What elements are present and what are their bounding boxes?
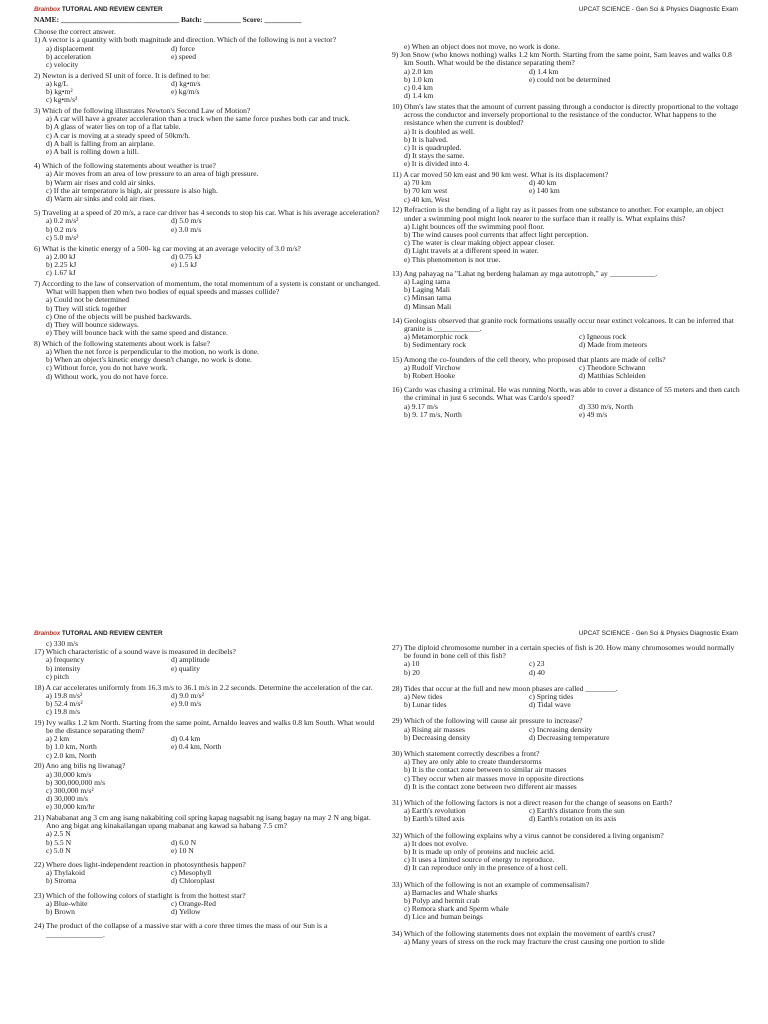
option[interactable]: b) They will stick together <box>46 303 127 313</box>
option[interactable]: d) amplitude <box>171 655 210 665</box>
option[interactable]: d) 330 m/s, North <box>579 401 633 411</box>
option[interactable]: e) 0.4 km, North <box>171 742 222 752</box>
option[interactable]: b) It is halved. <box>404 134 448 144</box>
score-field[interactable]: __________ <box>264 15 302 24</box>
question-13: 13) Ang pahayag na "Lahat ng berdeng halaman ay mga autotroph," ay ____________. a) Laging tama b) Laging Mali c) Minsan tama d) Minsan Mali <box>392 270 740 311</box>
exam-page-2 <box>0 514 768 1024</box>
option[interactable]: c) 0.4 km <box>404 83 433 93</box>
option[interactable]: d) Without work, you do not have force. <box>46 371 169 381</box>
question-19: 19) Ivy walks 1.2 km North. Starting from the same point, Arnaldo leaves and walks 0.8 km South. What would be the distance separating them? a) 2 km d) 0.4 km b) 1.0 km, North e) 0.4 km, North c) 2.0 km, North <box>34 719 382 760</box>
question-1: 1) A vector is a quantity with both magnitude and direction. Which of the following is not a vector? a) displacement d) force b) acceleration e) speed c) velocity <box>34 36 382 69</box>
option[interactable]: d) 9.0 m/s² <box>171 690 204 700</box>
option[interactable]: b) It is the contact zone between to similar air masses <box>404 765 567 775</box>
question-30: 30) Which statement correctly describes a front? a) They are only able to create thunderstorms b) It is the contact zone between to similar air masses c) They occur when air masses move in opposite directions d) It is the contact zone between two different air masses <box>392 750 740 791</box>
option[interactable]: c) It is quadrupled. <box>404 142 462 152</box>
option[interactable]: a) 19.8 m/s² <box>46 690 83 700</box>
option[interactable]: d) Lice and human beings <box>404 912 483 922</box>
option[interactable]: a) Blue-white <box>46 898 88 908</box>
option[interactable]: c) Earth's distance from the sun <box>529 806 625 816</box>
option[interactable]: d) 1.4 km <box>404 91 434 101</box>
option[interactable]: d) A ball is falling from an airplane. <box>46 138 155 148</box>
option[interactable]: c) Mesophyll <box>171 868 212 878</box>
option[interactable]: e) 1.5 kJ <box>171 259 197 269</box>
option[interactable]: a) A car will have a greater acceleration than a truck when the same force pushes both car and truck. <box>46 114 351 124</box>
question-7: 7) According to the law of conservation of momentum, the total momentum of a system is constant or unchanged. What will happen then when two bodies of equal speeds and masses collide? a) Could not be determined b) They will stick together c) One of the objects will be pushed backwards. d) They will bounce sideways. e) They will bounce back with the same speed and distance. <box>34 280 382 337</box>
question-27: 27) The diploid chromosome number in a certain species of fish is 20. How many chromosomes would normally be found in bone cell of this fish? a) 10 c) 23 b) 20 d) 40 <box>392 644 740 677</box>
option[interactable]: b) Sedimentary rock <box>404 340 466 350</box>
option[interactable]: c) 40 km, West <box>404 194 450 204</box>
question-33: 33) Which of the following is not an example of commensalism? a) Barnacles and Whale sharks b) Polyp and hermit crab c) Remora shark and Sperm whale d) Lice and human beings <box>392 881 740 922</box>
question-32: 32) Which of the following explains why a virus cannot be considered a living organism? a) It does not evolve. b) It is made up only of proteins and nucleic acid. c) It uses a limited source of energy to reproduce. d) It can reproduce only in the presence of a host cell. <box>392 832 740 873</box>
question-6: 6) What is the kinetic energy of a 500- kg car moving at an average velocity of 3.0 m/s? a) 2.00 kJ d) 0.75 kJ b) 2.25 kJ e) 1.5 kJ c) 1.67 kJ <box>34 245 382 278</box>
option[interactable]: c) 2.0 km, North <box>46 750 97 760</box>
option[interactable]: a) Rising air masses <box>404 724 465 734</box>
option[interactable]: a) It does not evolve. <box>404 838 468 848</box>
question-21: 21) Nababanat ang 3 cm ang isang nakabiting coil spring kapag nagsabit ng isang bagay na may 2 N ang bigat. Ano ang bigat ang kinakailangan upang mabanat ang kawad sa habang 7.5 cm? a) 2.5 N b) 5.5 N d) 6.0 N c) 5.0 N e) 10 N <box>34 814 382 855</box>
option[interactable]: d) 40 km <box>529 178 557 188</box>
batch-field[interactable]: __________ <box>203 15 241 24</box>
question-20: 20) Ano ang bilis ng liwanag? a) 30,000 km/s b) 300,000,000 m/s c) 300,000 m/s² d) 30,000 m/s e) 30,000 km/hr <box>34 762 382 811</box>
option[interactable]: e) When an object does not move, no work is done. <box>404 42 560 51</box>
option[interactable]: d) Tidal wave <box>529 700 571 710</box>
option[interactable]: c) Increasing density <box>529 724 593 734</box>
right-column <box>392 43 740 422</box>
question-11: 11) A car moved 50 km east and 90 km west. What is its displacement? a) 70 km d) 40 km b) 70 km west e) 140 km c) 40 km, West <box>392 171 740 204</box>
option[interactable]: d) Made from meteors <box>579 340 648 350</box>
option[interactable]: c) Without force, you do not have work. <box>46 363 168 373</box>
brand-logo: Brainbox <box>34 6 61 13</box>
option[interactable]: c) They occur when air masses move in opposite directions <box>404 773 584 783</box>
left-column <box>34 16 382 383</box>
question-3: 3) Which of the following illustrates Newton's Second Law of Motion? a) A car will have a greater acceleration than a truck when the same force pushes both car and truck. b) A glass of water lies on top of a flat table. c) A car is moving at a steady speed of 50km/h. d) A ball is falling from an airplane. e) A ball is rolling down a hill. <box>34 107 382 156</box>
option[interactable]: b) Lunar tides <box>404 700 447 710</box>
option[interactable]: d) Warm air sinks and cold air rises. <box>46 194 156 204</box>
option[interactable]: c) If the air temperature is high, air pressure is also high. <box>46 185 218 195</box>
option[interactable]: b) Stroma <box>46 876 77 886</box>
option[interactable]: d) It stays the same. <box>404 151 465 161</box>
option[interactable]: b) Robert Hooke <box>404 371 456 381</box>
question-15: 15) Among the co-founders of the cell theory, who proposed that plants are made of cells? a) Rudolf Virchow c) Theodore Schwann b) Robert Hooke d) Matthias Schleiden <box>392 356 740 381</box>
center-title: TUTORAL AND REVIEW CENTER <box>61 630 163 637</box>
option[interactable]: b) 2.25 kJ <box>46 259 77 269</box>
option[interactable]: d) Earth's rotation on its axis <box>529 814 617 824</box>
option[interactable]: b) 52.4 m/s² <box>46 698 83 708</box>
option[interactable]: e) quality <box>171 663 200 673</box>
option[interactable]: a) When the net force is perpendicular to the motion, no work is done. <box>46 347 260 357</box>
option[interactable]: d) It is the contact zone between two different air masses <box>404 781 577 791</box>
option[interactable]: a) Could not be determined <box>46 295 130 305</box>
option[interactable]: c) Minsan tama <box>404 293 452 303</box>
center-title: TUTORAL AND REVIEW CENTER <box>61 6 163 13</box>
question-23: 23) Which of the following colors of starlight is from the hottest star? a) Blue-white c) Orange-Red b) Brown d) Yellow <box>34 892 382 917</box>
option[interactable]: e) 3.0 m/s <box>171 224 202 234</box>
option[interactable]: a) They are only able to create thunderstorms <box>404 757 542 767</box>
option[interactable]: c) 300,000 m/s² <box>46 785 94 795</box>
option[interactable]: d) 0.4 km <box>171 734 201 744</box>
option[interactable]: c) 330 m/s <box>46 639 79 648</box>
option[interactable]: d) 6.0 N <box>171 837 197 847</box>
option[interactable]: c) A car is moving at a steady speed of 50km/h. <box>46 130 191 140</box>
option[interactable]: c) Spring tides <box>529 692 574 702</box>
option[interactable]: e) could not be determined <box>529 74 611 84</box>
option[interactable]: b) intensity <box>46 663 81 673</box>
option[interactable]: a) kg/L <box>46 78 69 88</box>
question-28: 28) Tides that occur at the full and new moon phases are called ________. a) New tides c) Spring tides b) Lunar tides d) Tidal wave <box>392 685 740 710</box>
option[interactable]: d) Matthias Schleiden <box>579 371 646 381</box>
left-column-2 <box>34 640 382 941</box>
question-24: 24) The product of the collapse of a massive star with a core three times the mass of our Sun is a _______________. <box>34 921 328 939</box>
option[interactable]: b) Polyp and hermit crab <box>404 896 480 906</box>
option[interactable]: b) Decreasing density <box>404 732 471 742</box>
option[interactable]: c) 23 <box>529 659 545 669</box>
option[interactable]: b) When an object's kinetic energy doesn't change, no work is done. <box>46 355 252 365</box>
option[interactable]: c) Remora shark and Sperm whale <box>404 904 509 914</box>
option[interactable]: a) frequency <box>46 655 85 665</box>
exam-title: UPCAT SCIENCE - Gen Sci & Physics Diagnostic Exam <box>578 630 738 637</box>
option[interactable]: d) Chloroplast <box>171 876 215 886</box>
option[interactable]: b) 9. 17 m/s, North <box>404 409 462 419</box>
option[interactable]: d) 30,000 m/s <box>46 794 88 804</box>
option[interactable]: a) It is doubled as well. <box>404 126 475 136</box>
option[interactable]: b) 1.0 km, North <box>46 742 97 752</box>
option[interactable]: c) 1.67 kJ <box>46 268 76 278</box>
page-header-2 <box>34 630 738 640</box>
option[interactable]: a) New tides <box>404 692 443 702</box>
option[interactable]: e) 10 N <box>171 845 194 855</box>
question-8: 8) Which of the following statements about work is false? a) When the net force is perpendicular to the motion, no work is done. b) When an object's kinetic energy doesn't change, no work is done. c) Without force, you do not have work. d) Without work, you do not have force. <box>34 340 382 381</box>
name-field[interactable]: ________________________________ <box>60 15 180 24</box>
question-31: 31) Which of the following factors is not a direct reason for the change of seasons on Earth? a) Earth's revolution c) Earth's distance from the sun b) Earth's tilted axis d) Earth's rotation on its axis <box>392 799 740 824</box>
option[interactable]: c) velocity <box>46 60 79 70</box>
option[interactable]: c) It uses a limited source of energy to reproduce. <box>404 855 555 865</box>
option[interactable]: a) Light bounces off the swimming pool floor. <box>404 221 545 231</box>
question-5: 5) Traveling at a speed of 20 m/s, a race car driver has 4 seconds to stop his car. What is his average acceleration? a) 0.2 m/s² d) 5.0 m/s b) 0.2 m/s e) 3.0 m/s c) 5.0 m/s² <box>34 209 382 242</box>
option[interactable]: c) 19.8 m/s <box>46 707 80 717</box>
option[interactable]: b) 70 km west <box>404 186 448 196</box>
option[interactable]: a) Barnacles and Whale sharks <box>404 887 498 897</box>
question-4: 4) Which of the following statements about weather is true? a) Air moves from an area of low pressure to an area of high pressure. b) Warm air rises and cold air sinks. c) If the air temperature is high, air pressure is also high. d) Warm air sinks and cold air rises. <box>34 162 382 203</box>
question-17: 17) Which characteristic of a sound wave is measured in decibels? a) frequency d) amplitude b) intensity e) quality c) pitch <box>34 648 382 681</box>
question-12: 12) Refraction is the bending of a light ray as it passes from one substance to another. For example, an object under a swimming pool might look nearer to the surface than it really is. What explains this? a) Light bounces off the swimming pool floor. b) The wind causes pool currents that affect light perception. c) The water is clear making object appear closer. d) Light travels at a different speed in water. e) This phenomenon is not true. <box>392 206 740 263</box>
option[interactable]: c) kg•m/s² <box>46 95 78 105</box>
option[interactable]: b) A glass of water lies on top of a flat table. <box>46 122 181 132</box>
option[interactable]: d) 40 <box>529 667 545 677</box>
option[interactable]: b) 300,000,000 m/s <box>46 777 106 787</box>
option[interactable]: b) 1.0 km <box>404 74 434 84</box>
option[interactable]: d) 1.4 km <box>529 66 559 76</box>
option[interactable]: d) Decreasing temperature <box>529 732 610 742</box>
option[interactable]: a) Laging tama <box>404 276 450 286</box>
option[interactable]: a) 70 km <box>404 178 431 188</box>
question-18: 18) A car accelerates uniformly from 16.3 m/s to 36.1 m/s in 2.2 seconds. Determine the acceleration of the car. a) 19.8 m/s² d) 9.0 m/s² b) 52.4 m/s² e) 9.0 m/s c) 19.8 m/s <box>34 684 382 717</box>
option[interactable]: e) It is divided into 4. <box>404 159 470 169</box>
student-info: NAME: ________________________________ Batch: __________ Score: __________ <box>34 15 302 24</box>
option[interactable]: d) It can reproduce only in the presence of a host cell. <box>404 863 568 873</box>
option[interactable]: d) Light travels at a different speed in water. <box>404 246 539 256</box>
option[interactable]: b) 0.2 m/s <box>46 224 77 234</box>
option[interactable]: b) The wind causes pool currents that affect light perception. <box>404 229 589 239</box>
option[interactable]: b) Warm air rises and cold air sinks. <box>46 177 156 187</box>
option[interactable]: e) They will bounce back with the same speed and distance. <box>46 328 228 338</box>
question-10: 10) Ohm's law states that the amount of current passing through a conductor is directly proportional to the voltage across the conductor and inversely proportional to the resistance of the conductor. What happens to the resistance when the current is doubled? a) It is doubled as well. b) It is halved. c) It is quadrupled. d) It stays the same. e) It is divided into 4. <box>392 101 739 169</box>
exam-page-1 <box>0 0 768 510</box>
question-16: 16) Cardo was chasing a criminal. He was running North, was able to cover a distance of 55 meters and then catch the criminal in just 6 seconds. What was Cardo's speed? a) 9.17 m/s d) 330 m/s, North b) 9. 17 m/s, North e) 49 m/s <box>392 385 740 419</box>
option[interactable]: d) 5.0 m/s <box>171 216 202 226</box>
option[interactable]: d) Minsan Mali <box>404 301 452 311</box>
option[interactable]: a) 9.17 m/s <box>404 401 438 411</box>
option[interactable]: b) Laging Mali <box>404 285 450 295</box>
option[interactable]: e) speed <box>171 51 197 61</box>
option[interactable]: a) 0.2 m/s² <box>46 216 79 226</box>
option[interactable]: a) Thylakoid <box>46 868 85 878</box>
option[interactable]: c) Theodore Schwann <box>579 362 646 372</box>
brand-logo: Brainbox <box>34 630 61 637</box>
option[interactable]: a) 2.00 kJ <box>46 251 76 261</box>
question-34: 34) Which of the following statements does not explain the movement of earth's crust? a) Many years of stress on the rock may fracture the crust causing one portion to slide <box>392 930 740 946</box>
option[interactable]: d) force <box>171 43 195 53</box>
option[interactable]: b) kg•m² <box>46 87 73 97</box>
option[interactable]: b) Earth's tilted axis <box>404 814 465 824</box>
question-22: 22) Where does light-independent reaction in photosynthesis happen? a) Thylakoid c) Mesophyll b) Stroma d) Chloroplast <box>34 861 382 886</box>
option[interactable]: c) Igneous rock <box>579 332 627 342</box>
option[interactable]: b) 20 <box>404 667 420 677</box>
option[interactable]: b) 5.5 N <box>46 837 72 847</box>
option[interactable]: e) 30,000 km/hr <box>46 802 95 812</box>
exam-title: UPCAT SCIENCE - Gen Sci & Physics Diagnostic Exam <box>578 6 738 13</box>
option[interactable]: a) 2.5 N <box>46 829 71 839</box>
option[interactable]: e) kg/m/s <box>171 87 200 97</box>
right-column-2 <box>392 644 740 949</box>
option[interactable]: e) 49 m/s <box>579 409 608 419</box>
option[interactable]: d) 0.75 kJ <box>171 251 202 261</box>
option[interactable]: c) pitch <box>46 671 69 681</box>
option[interactable]: a) Metamorphic rock <box>404 332 469 342</box>
option[interactable]: a) displacement <box>46 43 94 53</box>
question-29: 29) Which of the following will cause air pressure to increase? a) Rising air masses c) Increasing density b) Decreasing density d) Decreasing temperature <box>392 717 740 742</box>
option[interactable]: a) 10 <box>404 659 420 669</box>
option[interactable]: e) 140 km <box>529 186 560 196</box>
question-9: 9) Jon Snow (who knows nothing) walks 1.2 km North. Starting from the same point, Sam leaves and walks 0.8 km South. What would be the distance separating them? a) 2.0 km d) 1.4 km b) 1.0 km e) could not be determined c) 0.4 km d) 1.4 km <box>392 51 740 100</box>
option[interactable]: d) Yellow <box>171 907 201 917</box>
option[interactable]: d) They will bounce sideways. <box>46 319 139 329</box>
option[interactable]: e) A ball is rolling down a hill. <box>46 147 139 157</box>
option[interactable]: a) Air moves from an area of low pressure to an area of high pressure. <box>46 169 259 179</box>
option[interactable]: e) 9.0 m/s <box>171 698 202 708</box>
option[interactable]: c) One of the objects will be pushed backwards. <box>46 311 192 321</box>
option[interactable]: a) Earth's revolution <box>404 806 466 816</box>
option[interactable]: b) Brown <box>46 907 75 917</box>
option[interactable]: c) 5.0 m/s² <box>46 232 79 242</box>
question-2: 2) Newton is a derived SI unit of force. It is defined to be: a) kg/L d) kg•m/s b) kg•m² e) kg/m/s c) kg•m/s² <box>34 72 382 105</box>
question-14: 14) Geologists observed that granite rock formations usually occur near extinct volcanoes. It can be inferred that granite is ____________. a) Metamorphic rock c) Igneous rock b) Sedimentary rock d) Made from meteors <box>392 317 740 350</box>
option[interactable]: c) The water is clear making object appear closer. <box>404 238 555 248</box>
option[interactable]: a) 2 km <box>46 734 70 744</box>
option[interactable]: a) 30,000 km/s <box>46 769 92 779</box>
instruction: Choose the correct answer. <box>34 27 116 37</box>
option[interactable]: b) acceleration <box>46 51 91 61</box>
option[interactable]: a) Many years of stress on the rock may fracture the crust causing one portion to slide <box>404 936 665 946</box>
option[interactable]: c) 5.0 N <box>46 845 71 855</box>
option[interactable]: b) It is made up only of proteins and nucleic acid. <box>404 847 555 857</box>
option[interactable]: a) Rudolf Virchow <box>404 362 461 372</box>
option[interactable]: e) This phenomenon is not true. <box>404 254 501 264</box>
option[interactable]: c) Orange-Red <box>171 898 216 908</box>
option[interactable]: d) kg•m/s <box>171 78 201 88</box>
option[interactable]: a) 2.0 km <box>404 66 433 76</box>
